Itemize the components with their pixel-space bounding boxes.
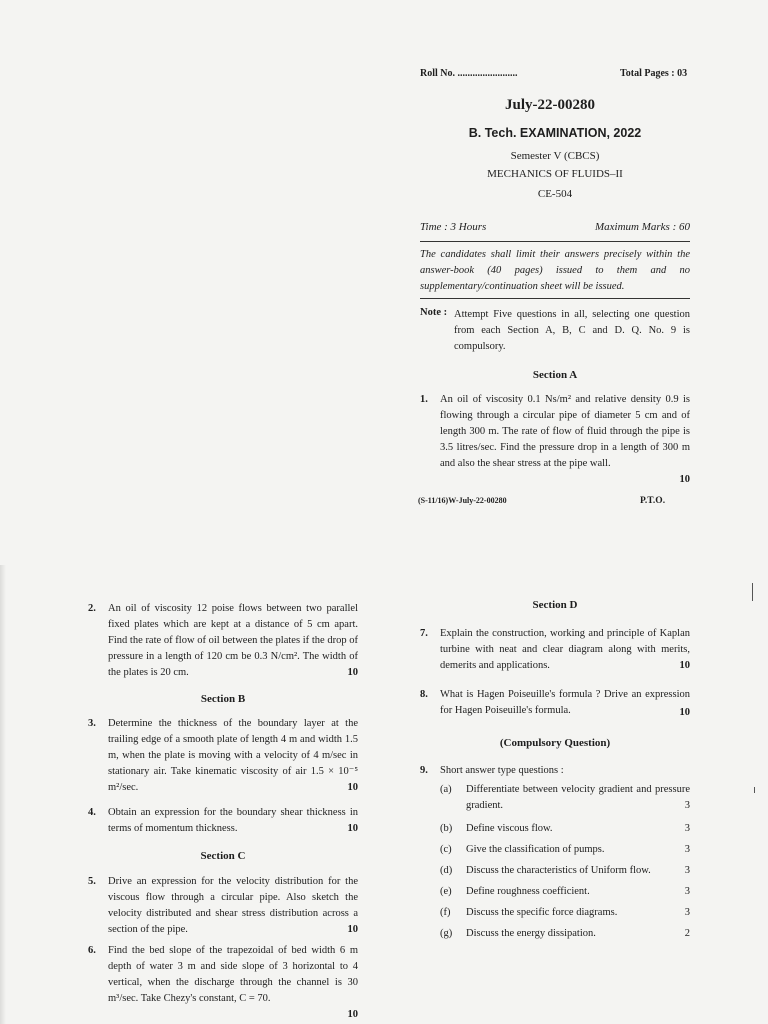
question-marks: 10: [347, 667, 358, 678]
question-2: [88, 601, 358, 681]
question-number: 9.: [420, 765, 428, 776]
question-marks: 10: [347, 924, 358, 935]
sub-text: Define roughness coefficient.: [466, 886, 590, 897]
total-pages: Total Pages : 03: [620, 68, 688, 79]
note-text: Attempt Five questions in all, selecting one question from each Section A, B, C and D. Q. No. 9 is compulsory.: [454, 309, 690, 352]
sub-label: (g): [440, 928, 453, 939]
sub-label: (e): [440, 886, 452, 897]
sub-text: Discuss the specific force diagrams.: [466, 907, 618, 918]
sub-label: (c): [440, 844, 452, 855]
question-text: Determine the thickness of the boundary layer at the trailing edge of a smooth plate of length 4 m and width 1.5 m, when the plate is moving with a velocity of 4 m/sec in stationary air. Take kinematic viscosity of air 1.5 × 10⁻⁵ m²/sec.: [108, 718, 358, 793]
subject: MECHANICS OF FLUIDS–II: [487, 168, 623, 180]
question-3: [88, 716, 358, 796]
question-text: An oil of viscosity 0.1 Ns/m² and relative density 0.9 is flowing through a circular pipe of diameter 5 cm and of length 300 m. The rate of flow of fluid through the pipe is 3.5 litres/sec. Find the pressure drop in a length of 300 m and also the shear stress at the pipe wall.: [440, 394, 690, 469]
course-code: CE-504: [537, 188, 573, 200]
sub-marks: 3: [684, 800, 690, 811]
sub-marks: 3: [684, 844, 690, 855]
short-answer-g: [440, 926, 690, 942]
question-number: 2.: [88, 603, 96, 614]
sub-text: Discuss the characteristics of Uniform flow.: [466, 865, 651, 876]
sub-marks: 3: [684, 823, 690, 834]
paper-code: July-22-00280: [505, 97, 595, 113]
question-text: Find the bed slope of the trapezoidal of bed width 6 m depth of water 3 m and side slope of 3 horizontal to 4 vertical, when the discharge through the channel is 30 m³/sec. Take Chezy's constant, C = 70.: [108, 945, 358, 1004]
question-number: 7.: [420, 628, 428, 639]
question-number: 5.: [88, 876, 96, 887]
question-marks: 10: [679, 474, 690, 485]
sub-text: Discuss the energy dissipation.: [466, 928, 596, 939]
short-answer-b: [440, 821, 690, 837]
pto-label: P.T.O.: [640, 496, 666, 506]
question-marks: 10: [679, 660, 690, 671]
sub-label: (d): [440, 865, 453, 876]
section-d-heading: Section D: [532, 599, 578, 611]
section-c-heading: Section C: [200, 850, 246, 862]
time-allowed: Time : 3 Hours: [420, 221, 487, 233]
short-answer-d: [440, 863, 690, 879]
question-text: Short answer type questions :: [440, 765, 564, 776]
sub-marks: 3: [684, 865, 690, 876]
scan-edge: [0, 565, 6, 1024]
section-b-heading: Section B: [200, 693, 246, 705]
exam-page-2: [0, 565, 768, 1024]
question-text: Explain the construction, working and principle of Kaplan turbine with neat and clear diagram along with merits, demerits and applications.: [440, 628, 690, 671]
compulsory-heading: (Compulsory Question): [499, 737, 611, 749]
sub-label: (b): [440, 823, 453, 834]
maximum-marks: Maximum Marks : 60: [594, 221, 690, 233]
question-marks: 10: [347, 823, 358, 834]
question-text: What is Hagen Poiseuille's formula ? Drive an expression for Hagen Poiseuille's formula.: [440, 689, 690, 716]
exam-title: B. Tech. EXAMINATION, 2022: [468, 126, 642, 140]
question-5: [88, 874, 358, 940]
sub-label: (f): [440, 907, 451, 918]
question-1: [420, 392, 690, 492]
question-number: 6.: [88, 945, 96, 956]
question-marks: 10: [347, 782, 358, 793]
sub-label: (a): [440, 784, 452, 795]
sub-marks: 3: [684, 907, 690, 918]
short-answer-c: [440, 842, 690, 858]
question-text: An oil of viscosity 12 poise flows between two parallel fixed plates which are kept at a distance of 5 cm apart. Find the rate of flow of oil between the plates if the drop of pressure in a length of 120 cm be 0.3 N/cm². The width of the plates is 20 cm.: [108, 603, 358, 678]
semester: Semester V (CBCS): [510, 150, 600, 162]
question-number: 8.: [420, 689, 428, 700]
scan-mark: [752, 583, 753, 601]
sub-text: Differentiate between velocity gradient and pressure gradient.: [466, 784, 690, 811]
short-answer-e: [440, 884, 690, 900]
section-a-heading: Section A: [532, 369, 578, 381]
sub-marks: 2: [684, 928, 690, 939]
sub-text: Give the classification of pumps.: [466, 844, 605, 855]
note-label: Note :: [420, 307, 448, 318]
question-8: [420, 687, 690, 721]
question-text: Drive an expression for the velocity distribution for the viscous flow through a circular pipe. Also sketch the velocity distributed and shear stress distribution across a section of the pipe.: [108, 876, 358, 935]
roll-number: Roll No. ........................: [420, 68, 518, 79]
question-number: 1.: [420, 394, 428, 405]
short-answer-a: [440, 782, 690, 816]
sub-text: Define viscous flow.: [466, 823, 553, 834]
footer-code: (S-11/16)W-July-22-00280: [418, 496, 507, 505]
question-9: [420, 763, 690, 779]
question-marks: 10: [347, 1009, 358, 1020]
short-answer-f: [440, 905, 690, 921]
question-6: [88, 943, 358, 1023]
scan-mark: [754, 787, 755, 793]
divider: [420, 241, 690, 242]
question-4: [88, 805, 358, 839]
question-number: 3.: [88, 718, 96, 729]
divider: [420, 298, 690, 299]
question-7: [420, 626, 690, 676]
question-text: Obtain an expression for the boundary shear thickness in terms of momentum thickness.: [108, 807, 358, 834]
sub-marks: 3: [684, 886, 690, 897]
question-number: 4.: [88, 807, 96, 818]
instructions: The candidates shall limit their answers precisely within the answer-book (40 pages) issued to them and no supplementary/continuation sheet will be issued.: [420, 249, 690, 292]
question-marks: 10: [679, 707, 690, 718]
